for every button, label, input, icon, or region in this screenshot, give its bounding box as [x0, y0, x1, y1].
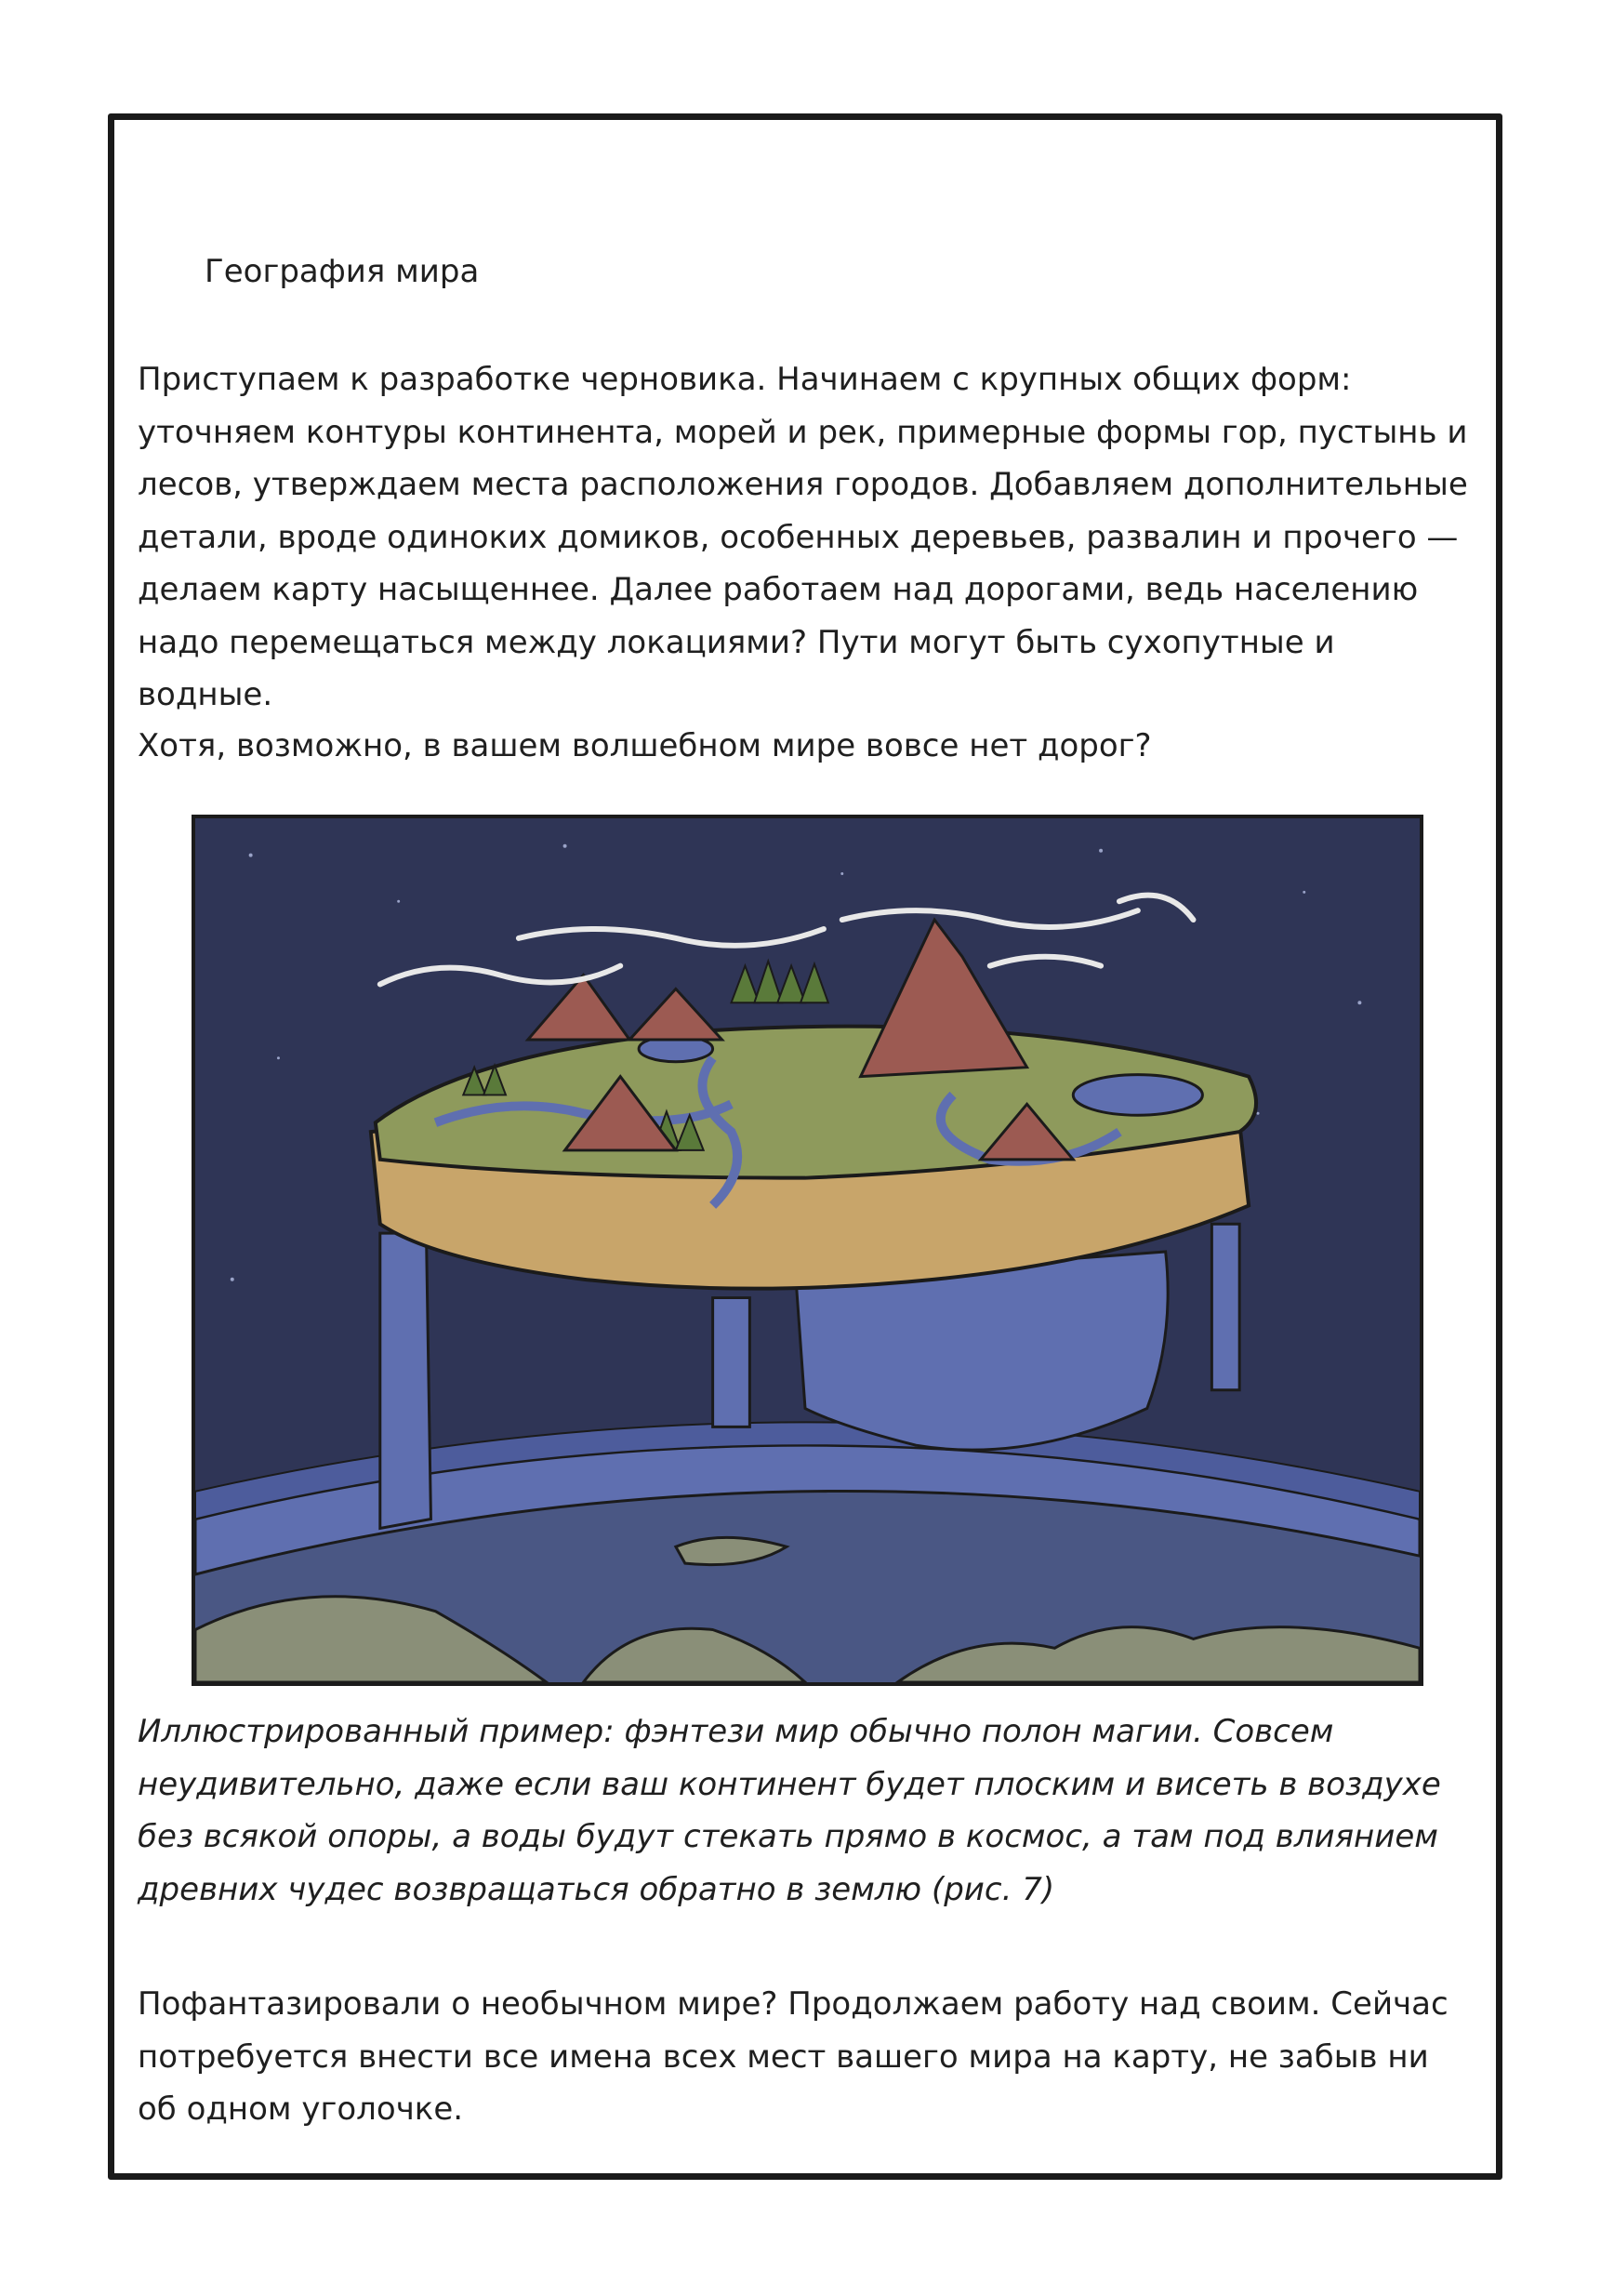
- roads-question-paragraph: Хотя, возможно, в вашем волшебном мире вовсе нет дорог?: [138, 727, 1152, 764]
- intro-paragraph: Приступаем к разработке черновика. Начинаем с крупных общих форм: уточняем контуры континента, морей и рек, примерные формы гор, пустынь и лесов, утверждаем места расположения городов. Добавляем дополнительные детали, вроде одиноких домиков, особенных деревьев, развалин и прочего — делаем карту насыщеннее. Далее работаем над дорогами, ведь населению надо перемещаться между локациями? Пути могут быть сухопутные и водные.: [138, 361, 1468, 713]
- floating-continent-illustration: [192, 815, 1423, 1686]
- illustration-canvas: [195, 818, 1420, 1682]
- island-bay: [1073, 1075, 1202, 1116]
- illustration-caption: Иллюстрированный пример: фэнтези мир обычно полон магии. Совсем неудивительно, даже если ваш континент будет плоским и висеть в воздухе без всякой опоры, а воды будут стекать прямо в космос, а там под влиянием древних чудес возвращаться обратно в землю (рис. 7): [138, 1713, 1441, 1908]
- page-heading: География мира: [205, 253, 480, 290]
- closing-paragraph: Пофантазировали о необычном мире? Продолжаем работу над своим. Сейчас потребуется внести все имена всех мест вашего мира на карту, не забыв ни об одном уголочке.: [138, 1985, 1449, 2128]
